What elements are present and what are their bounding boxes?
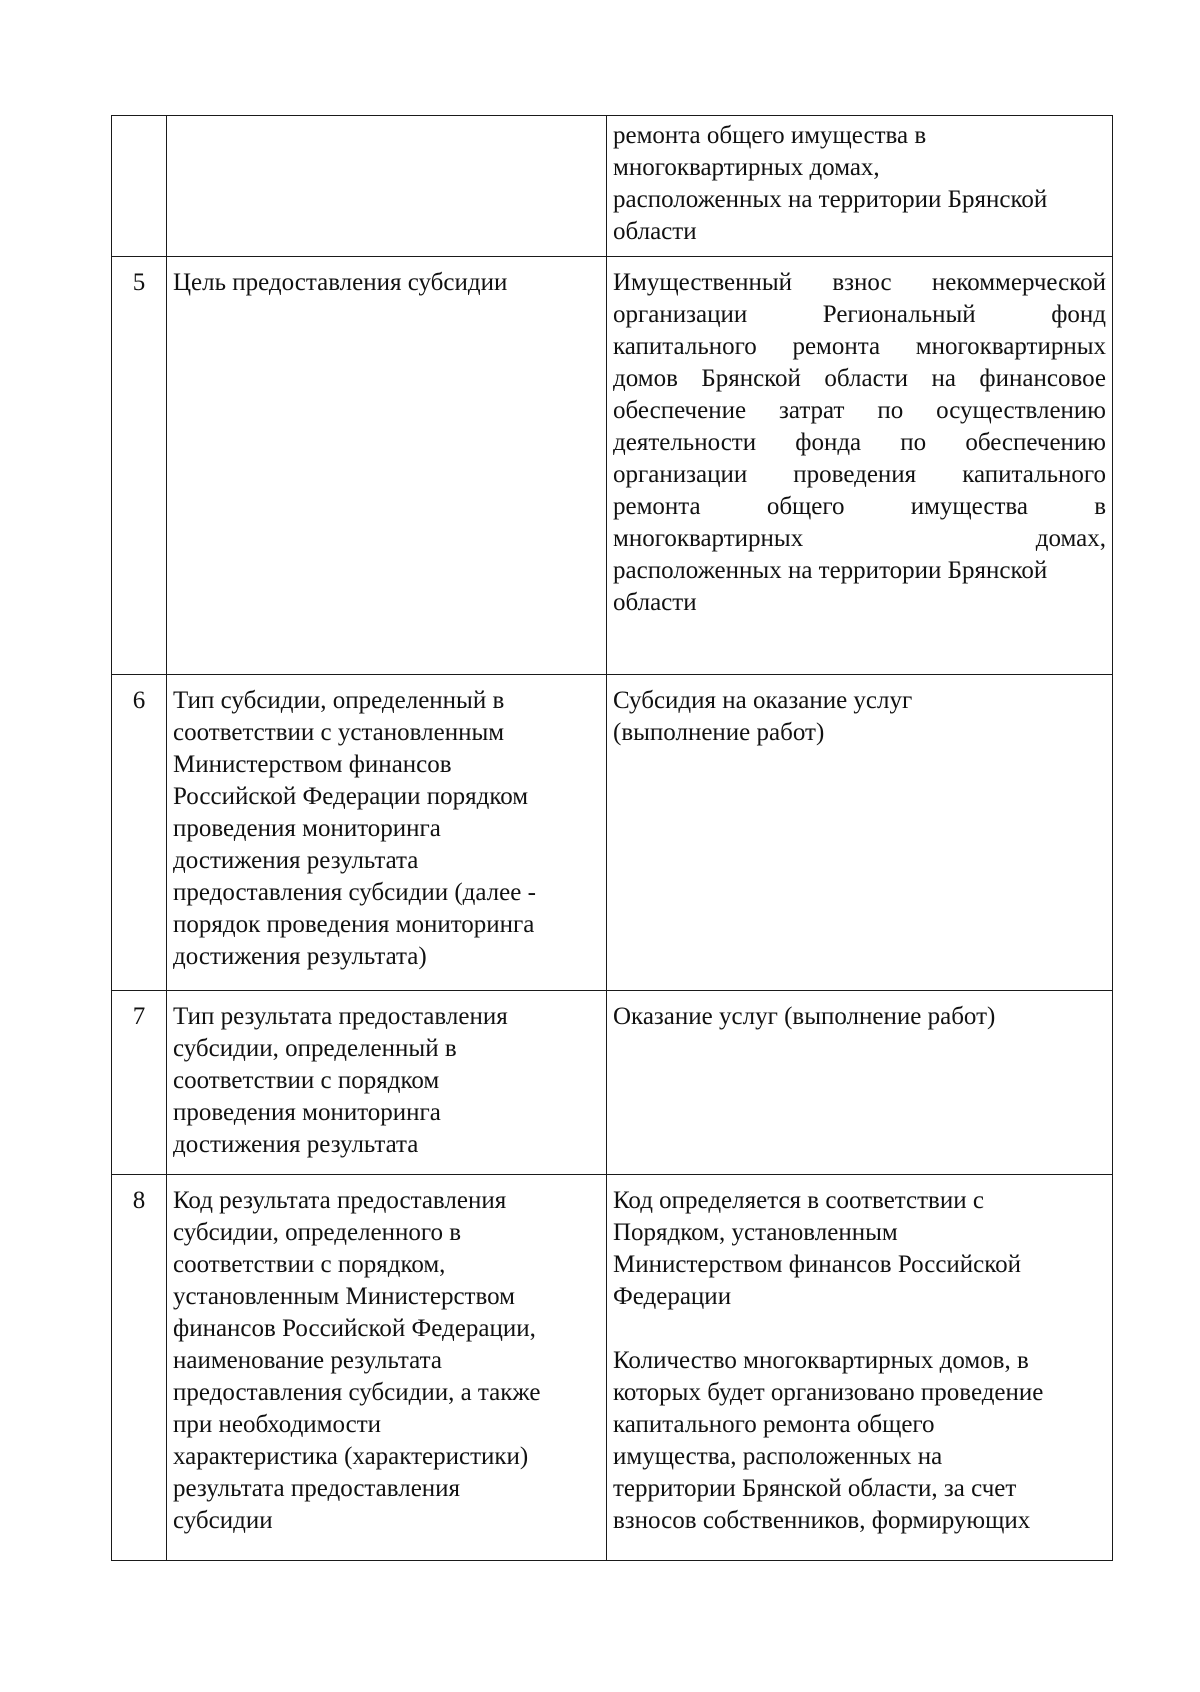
value-line: Порядком, установленным bbox=[613, 1219, 898, 1246]
name-line: результата предоставления bbox=[173, 1475, 461, 1502]
value-line: области bbox=[613, 589, 697, 616]
table-row bbox=[112, 991, 1113, 1175]
name-line: достижения результата) bbox=[173, 943, 427, 970]
value-line: Федерации bbox=[613, 1283, 732, 1310]
row-name-cell bbox=[167, 116, 607, 257]
name-line: проведения мониторинга bbox=[173, 1099, 441, 1126]
name-line: предоставления субсидии, а также bbox=[173, 1379, 541, 1406]
value-line: организации проведения капитального bbox=[613, 461, 1106, 488]
value-line: взносов собственников, формирующих bbox=[613, 1507, 1031, 1534]
value-line: капитального ремонта многоквартирных bbox=[613, 333, 1106, 360]
value-line: организации Региональный фонд bbox=[613, 301, 1106, 328]
value-line: (выполнение работ) bbox=[613, 719, 825, 746]
name-line: соответствии с порядком bbox=[173, 1067, 440, 1094]
row-number-cell: 8 bbox=[112, 1175, 167, 1561]
row-name-cell bbox=[167, 257, 607, 675]
name-line: порядок проведения мониторинга bbox=[173, 911, 535, 938]
value-line: ремонта общего имущества в bbox=[613, 122, 927, 149]
name-line: Код результата предоставления bbox=[173, 1187, 507, 1214]
name-line: наименование результата bbox=[173, 1347, 442, 1374]
value-line: Министерством финансов Российской bbox=[613, 1251, 1022, 1278]
row-value-cell bbox=[607, 675, 1113, 991]
subsidy-parameters-table bbox=[111, 115, 1113, 1561]
name-line: Тип субсидии, определенный в bbox=[173, 687, 505, 714]
name-line: предоставления субсидии (далее - bbox=[173, 879, 536, 906]
name-line: проведения мониторинга bbox=[173, 815, 441, 842]
name-line: установленным Министерством bbox=[173, 1283, 515, 1310]
name-line: соответствии с порядком, bbox=[173, 1251, 446, 1278]
table-row bbox=[112, 675, 1113, 991]
value-line: расположенных на территории Брянской bbox=[613, 557, 1048, 584]
name-line: Цель предоставления субсидии bbox=[173, 269, 508, 296]
value-line: ремонта общего имущества в bbox=[613, 493, 1106, 520]
table-row bbox=[112, 257, 1113, 675]
row-value-cell bbox=[607, 257, 1113, 675]
value-line: имущества, расположенных на bbox=[613, 1443, 943, 1470]
name-line: субсидии, определенный в bbox=[173, 1035, 457, 1062]
row-number-cell: 6 bbox=[112, 675, 167, 991]
row-number-cell bbox=[112, 116, 167, 257]
value-line: капитального ремонта общего bbox=[613, 1411, 935, 1438]
name-line: финансов Российской Федерации, bbox=[173, 1315, 536, 1342]
value-line: многоквартирных домах, bbox=[613, 154, 880, 181]
name-line: характеристика (характеристики) bbox=[173, 1443, 529, 1470]
value-line: Оказание услуг (выполнение работ) bbox=[613, 1003, 996, 1030]
value-line: обеспечение затрат по осуществлению bbox=[613, 397, 1106, 424]
name-line: Российской Федерации порядком bbox=[173, 783, 529, 810]
row-value-cell bbox=[607, 116, 1113, 257]
row-name-cell bbox=[167, 991, 607, 1175]
name-line: Тип результата предоставления bbox=[173, 1003, 508, 1030]
name-line: Министерством финансов bbox=[173, 751, 452, 778]
value-line: которых будет организовано проведение bbox=[613, 1379, 1044, 1406]
row-value-cell bbox=[607, 1175, 1113, 1561]
table-row bbox=[112, 1175, 1113, 1561]
table-row bbox=[112, 116, 1113, 257]
row-value-cell bbox=[607, 991, 1113, 1175]
value-line: деятельности фонда по обеспечению bbox=[613, 429, 1106, 456]
value-line: расположенных на территории Брянской bbox=[613, 186, 1048, 213]
name-line: при необходимости bbox=[173, 1411, 382, 1438]
row-name-cell bbox=[167, 1175, 607, 1561]
name-line: субсидии bbox=[173, 1507, 273, 1534]
value-line: домов Брянской области на финансовое bbox=[613, 365, 1106, 392]
name-line: достижения результата bbox=[173, 847, 419, 874]
name-line: достижения результата bbox=[173, 1131, 419, 1158]
name-line: субсидии, определенного в bbox=[173, 1219, 462, 1246]
value-line: области bbox=[613, 218, 697, 245]
row-name-cell bbox=[167, 675, 607, 991]
value-line: Код определяется в соответствии с bbox=[613, 1187, 984, 1214]
value-line: Имущественный взнос некоммерческой bbox=[613, 269, 1106, 296]
value-line: Количество многоквартирных домов, в bbox=[613, 1347, 1029, 1374]
paragraph-spacer bbox=[613, 1313, 1106, 1345]
value-line: территории Брянской области, за счет bbox=[613, 1475, 1017, 1502]
name-line: соответствии с установленным bbox=[173, 719, 505, 746]
value-line: Субсидия на оказание услуг bbox=[613, 687, 913, 714]
row-number-cell: 7 bbox=[112, 991, 167, 1175]
row-number-cell: 5 bbox=[112, 257, 167, 675]
value-line: многоквартирных домах, bbox=[613, 525, 1106, 552]
